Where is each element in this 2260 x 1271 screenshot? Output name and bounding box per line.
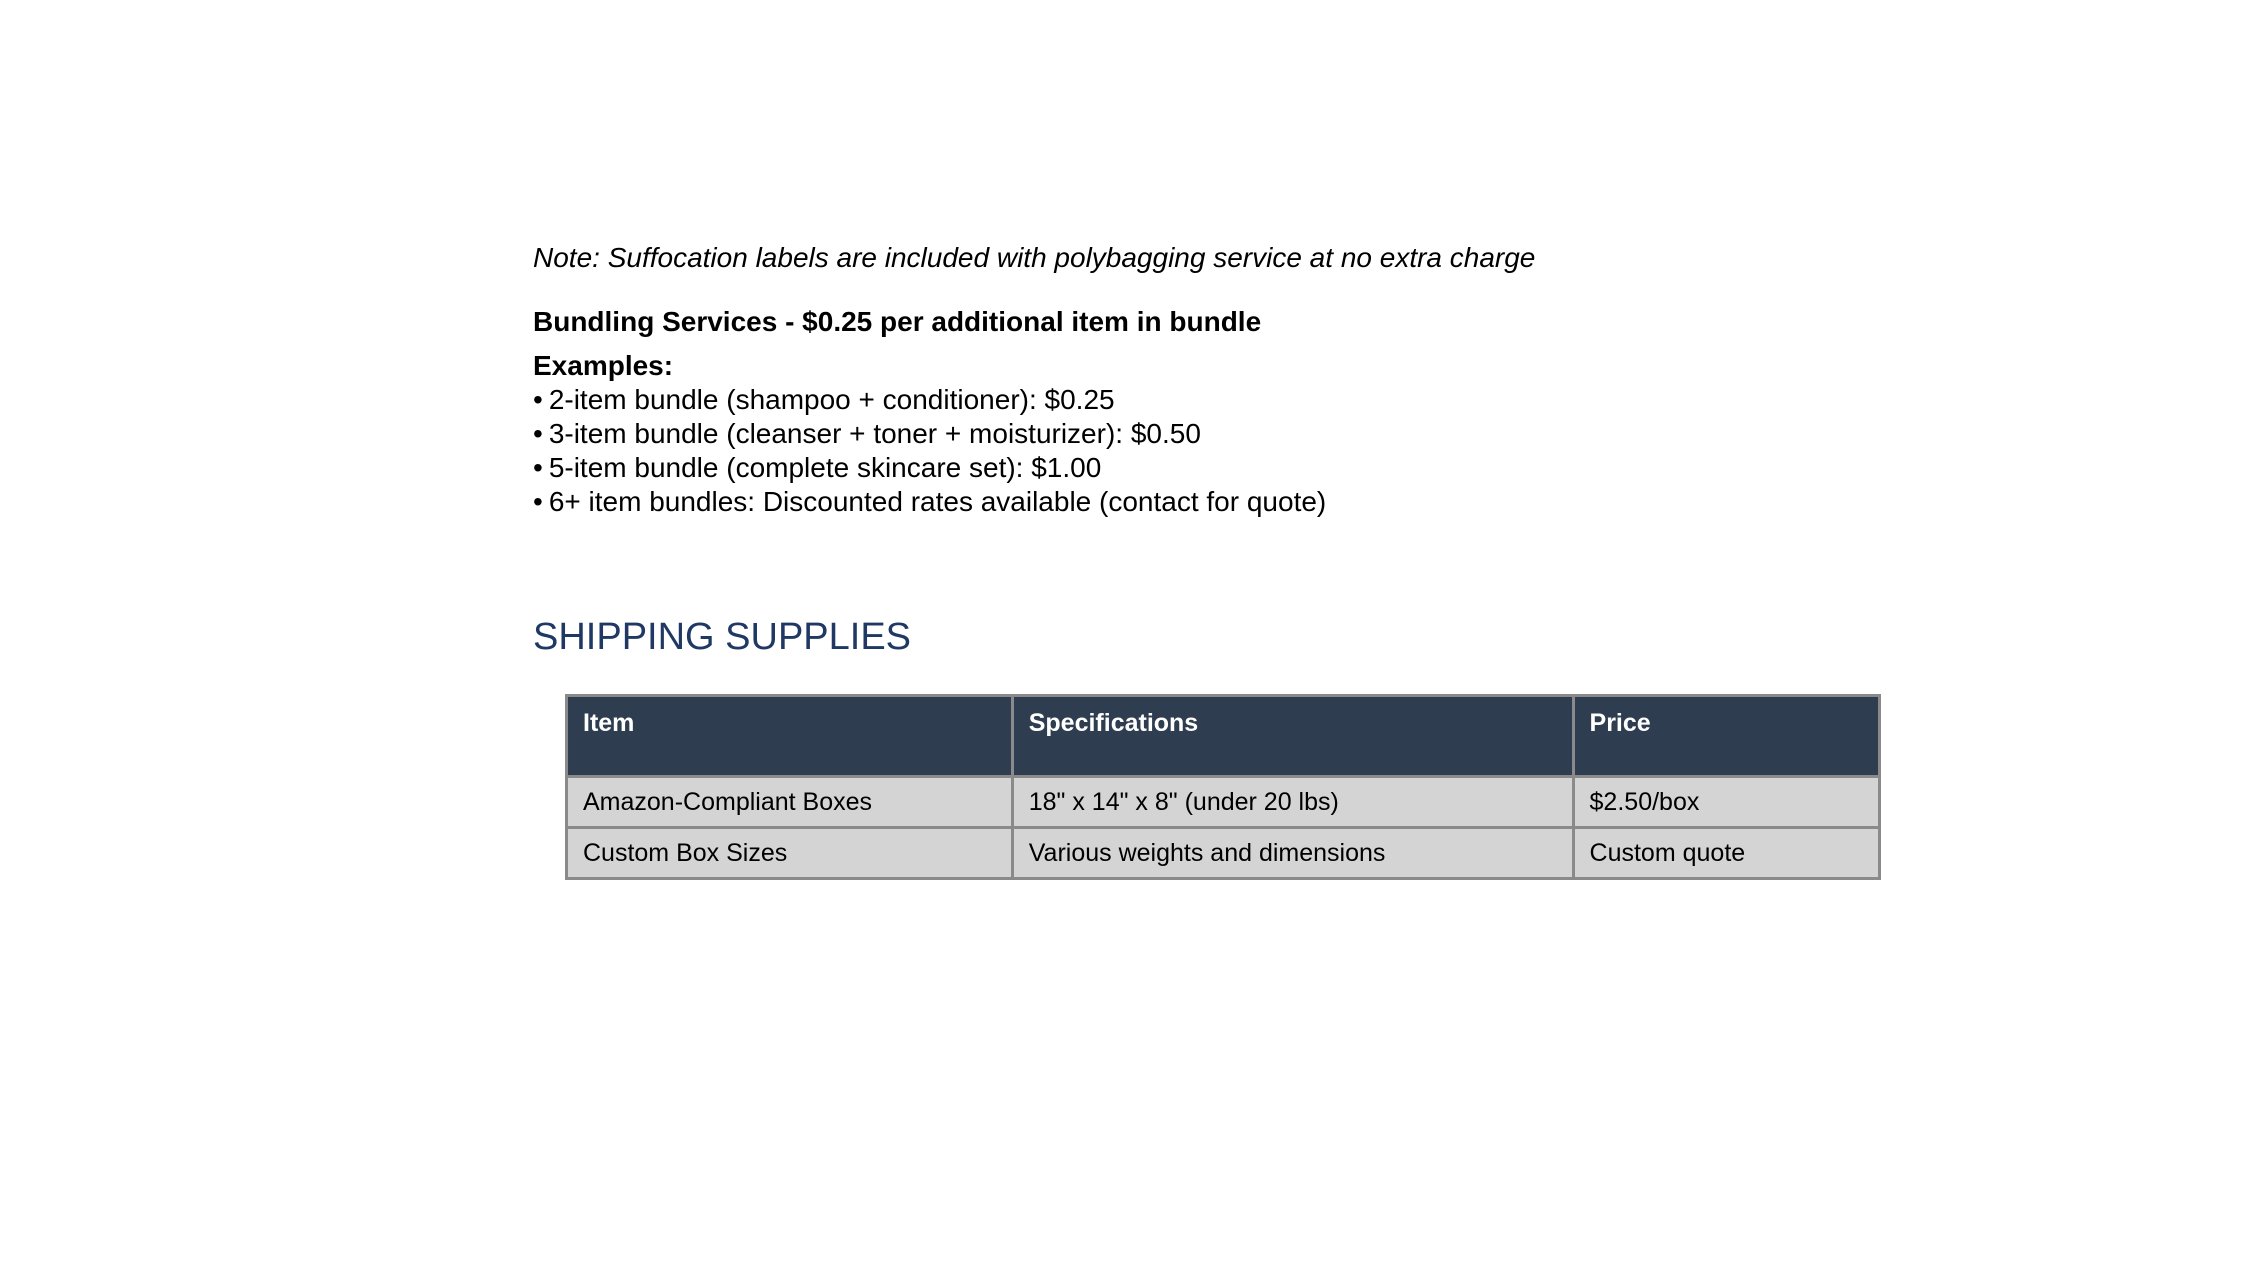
polybagging-note: Note: Suffocation labels are included with polybagging service at no extra charge xyxy=(533,242,1536,273)
bullet-icon: • xyxy=(533,384,543,415)
list-item xyxy=(533,485,1326,519)
example-text: 5-item bundle (complete skincare set): $1.00 xyxy=(548,452,1102,483)
column-header-item: Item xyxy=(567,696,1013,777)
column-header-price: Price xyxy=(1573,696,1879,777)
table-cell-specifications: Various weights and dimensions xyxy=(1012,828,1573,879)
bullet-icon: • xyxy=(533,486,543,517)
shipping-supplies-title: SHIPPING SUPPLIES xyxy=(533,616,912,658)
column-header-specifications: Specifications xyxy=(1012,696,1573,777)
examples-title: Examples: xyxy=(533,350,674,381)
example-text: 6+ item bundles: Discounted rates available (contact for quote) xyxy=(548,486,1327,517)
example-text: 3-item bundle (cleanser + toner + moisturizer): $0.50 xyxy=(548,418,1201,449)
table-header-row xyxy=(567,696,1880,777)
table-row xyxy=(567,777,1880,828)
bullet-icon: • xyxy=(533,418,543,449)
list-item xyxy=(533,383,1326,417)
table-cell-specifications: 18" x 14" x 8" (under 20 lbs) xyxy=(1012,777,1573,828)
bullet-icon: • xyxy=(533,452,543,483)
example-text: 2-item bundle (shampoo + conditioner): $0.25 xyxy=(548,384,1115,415)
shipping-supplies-table xyxy=(565,694,1881,880)
table-row xyxy=(567,828,1880,879)
bundling-services-heading: Bundling Services - $0.25 per additional item in bundle xyxy=(533,306,1262,337)
list-item xyxy=(533,451,1326,485)
list-item xyxy=(533,417,1326,451)
table-cell-price: Custom quote xyxy=(1573,828,1879,879)
table-cell-item: Amazon-Compliant Boxes xyxy=(567,777,1013,828)
bundling-examples xyxy=(533,349,1326,519)
table-cell-price: $2.50/box xyxy=(1573,777,1879,828)
examples-list xyxy=(533,383,1326,519)
table-cell-item: Custom Box Sizes xyxy=(567,828,1013,879)
